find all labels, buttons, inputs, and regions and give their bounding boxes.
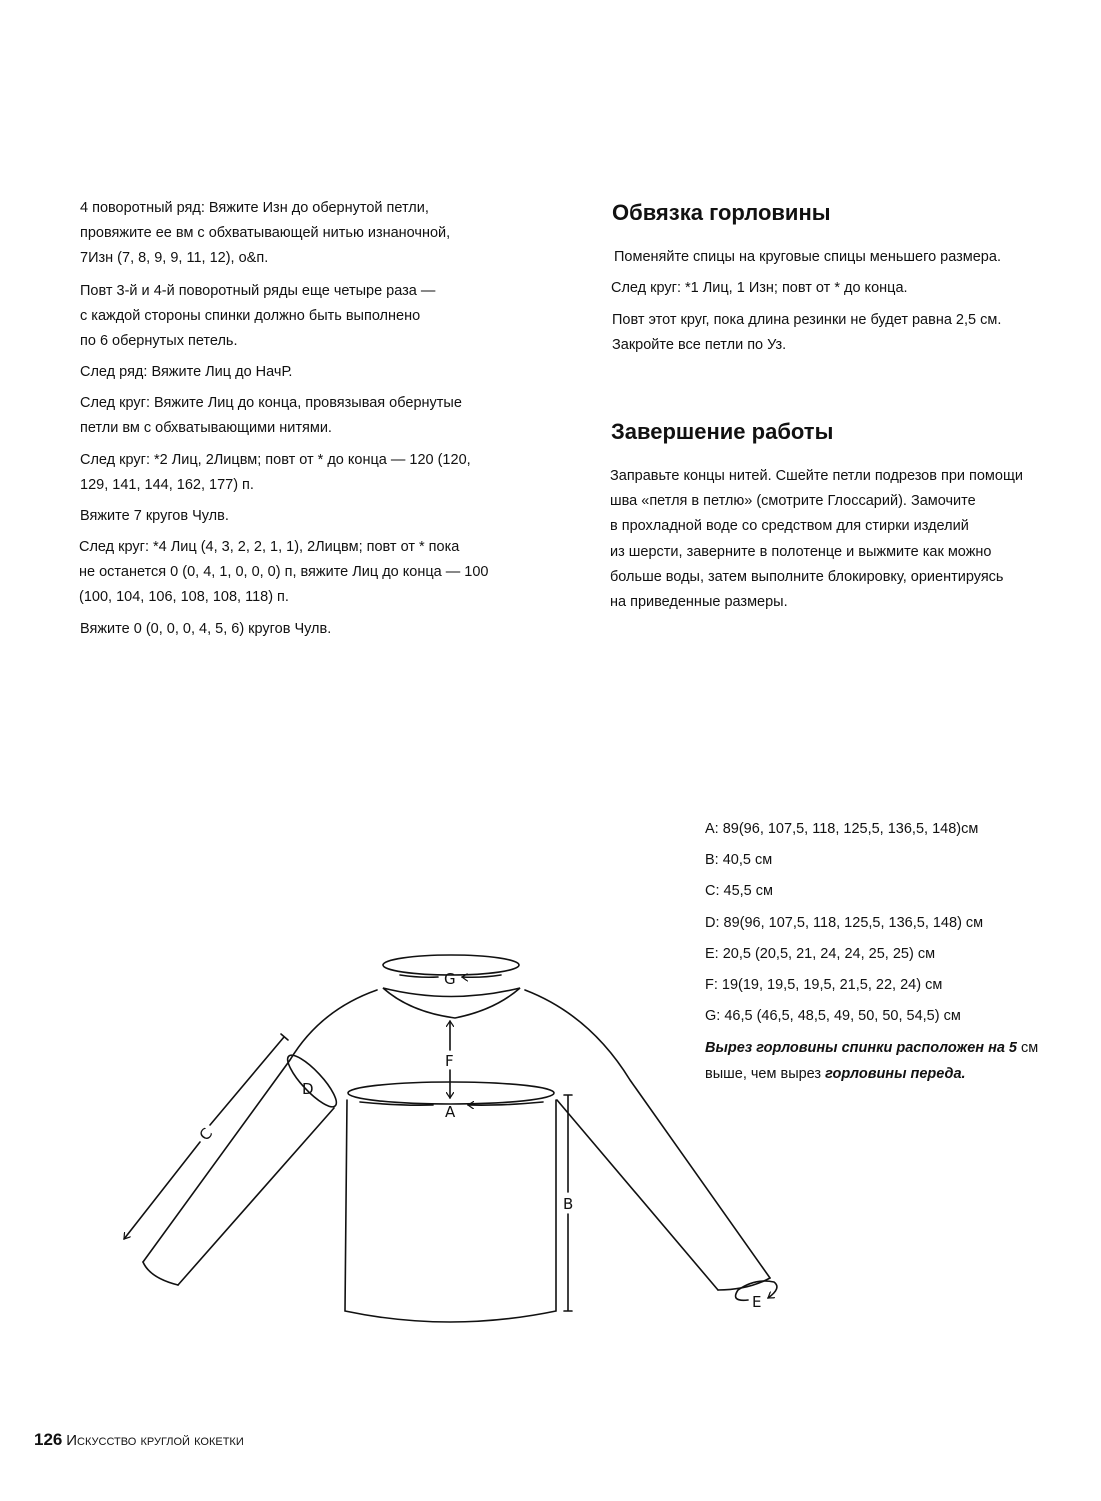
measurement-d: D: 89(96, 107,5, 118, 125,5, 136,5, 148) см — [705, 915, 984, 931]
text-line: Вяжите 7 кругов Чулв. — [80, 508, 229, 524]
measurement-c: C: 45,5 см — [705, 883, 773, 899]
text-line: След круг: *2 Лиц, 2Лицвм; повт от * до конца — 120 (120, — [80, 452, 471, 468]
text-line: из шерсти, заверните в полотенце и выжмите как можно — [610, 543, 992, 560]
text-line: След ряд: Вяжите Лиц до НачР. — [80, 364, 293, 380]
label-f: F — [445, 1052, 454, 1070]
measurement-e: E: 20,5 (20,5, 21, 24, 24, 25, 25) см — [705, 946, 936, 962]
label-d: D — [302, 1080, 314, 1098]
body-outline — [345, 1100, 556, 1322]
right-sleeve-inner — [557, 1100, 718, 1290]
section-heading-neckband: Обвязка горловины — [612, 200, 831, 225]
text-line: не останется 0 (0, 4, 1, 0, 0, 0) п, вяжите Лиц до конца — 100 — [79, 564, 489, 580]
book-title: Искусство круглой кокетки — [66, 1432, 244, 1449]
right-shoulder-outline — [525, 990, 770, 1278]
text-line: 4 поворотный ряд: Вяжите Изн до обернутой петли, — [80, 200, 429, 216]
text-line: 129, 141, 144, 162, 177) п. — [80, 477, 254, 493]
text-line: провяжите ее вм с обхватывающей нитью изнаночной, — [80, 225, 451, 241]
text-line: След круг: *4 Лиц (4, 3, 2, 2, 1, 1), 2Лицвм; повт от * пока — [79, 539, 460, 555]
measurement-g: G: 46,5 (46,5, 48,5, 49, 50, 50, 54,5) см — [705, 1008, 961, 1024]
text-line: Вяжите 0 (0, 0, 0, 4, 5, 6) кругов Чулв. — [80, 621, 332, 637]
measurement-a: A: 89(96, 107,5, 118, 125,5, 136,5, 148)см — [705, 821, 979, 837]
neckline — [383, 988, 520, 1018]
text-line: петли вм с обхватывающими нитями. — [80, 420, 332, 436]
right-cuff — [718, 1278, 770, 1290]
text-line: по 6 обернутых петель. — [80, 333, 238, 349]
text-line: Поменяйте спицы на круговые спицы меньшего размера. — [614, 249, 1001, 265]
note-text: выше, чем вырез — [705, 1066, 826, 1082]
text-line: Закройте все петли по Уз. — [612, 337, 787, 353]
page-number: 126 — [34, 1430, 63, 1449]
measurement-b: B: 40,5 см — [705, 852, 773, 868]
text-line: на приведенные размеры. — [610, 594, 788, 611]
measurement-f: F: 19(19, 19,5, 19,5, 21,5, 22, 24) см — [705, 977, 943, 993]
label-c: C — [195, 1124, 217, 1145]
label-a: A — [445, 1103, 456, 1121]
left-cuff — [143, 1262, 178, 1285]
text-line: в прохладной воде со средством для стирки изделий — [610, 518, 969, 535]
label-g: G — [444, 970, 456, 988]
text-line: Заправьте концы нитей. Сшейте петли подрезов при помощи — [610, 468, 1023, 484]
text-line: Повт 3-й и 4-й поворотный ряды еще четыре раза — — [80, 283, 436, 299]
page-footer — [34, 1430, 244, 1450]
left-shoulder-outline — [143, 990, 377, 1262]
section-heading-finishing: Завершение работы — [611, 419, 834, 444]
note-emphasis: Вырез горловины спинки расположен на 5 — [705, 1040, 1017, 1056]
text-line: (100, 104, 106, 108, 108, 118) п. — [79, 589, 289, 605]
text-line: След круг: Вяжите Лиц до конца, провязывая обернутые — [80, 395, 462, 411]
text-line: След круг: *1 Лиц, 1 Изн; повт от * до конца. — [611, 280, 908, 296]
text-line: шва «петля в петлю» (смотрите Глоссарий). Замочите — [610, 493, 976, 510]
note-emphasis: горловины переда. — [825, 1066, 966, 1082]
note-text: см — [1016, 1040, 1039, 1056]
text-line: Повт этот круг, пока длина резинки не будет равна 2,5 см. — [612, 312, 1002, 328]
label-b: B — [563, 1195, 574, 1213]
body-ellipse-a — [348, 1082, 554, 1104]
text-line: больше воды, затем выполните блокировку, ориентируясь — [610, 568, 1004, 585]
text-line: с каждой стороны спинки должно быть выполнено — [80, 308, 421, 324]
label-e: E — [752, 1293, 762, 1311]
text-line: 7Изн (7, 8, 9, 9, 11, 12), о&п. — [80, 250, 269, 266]
